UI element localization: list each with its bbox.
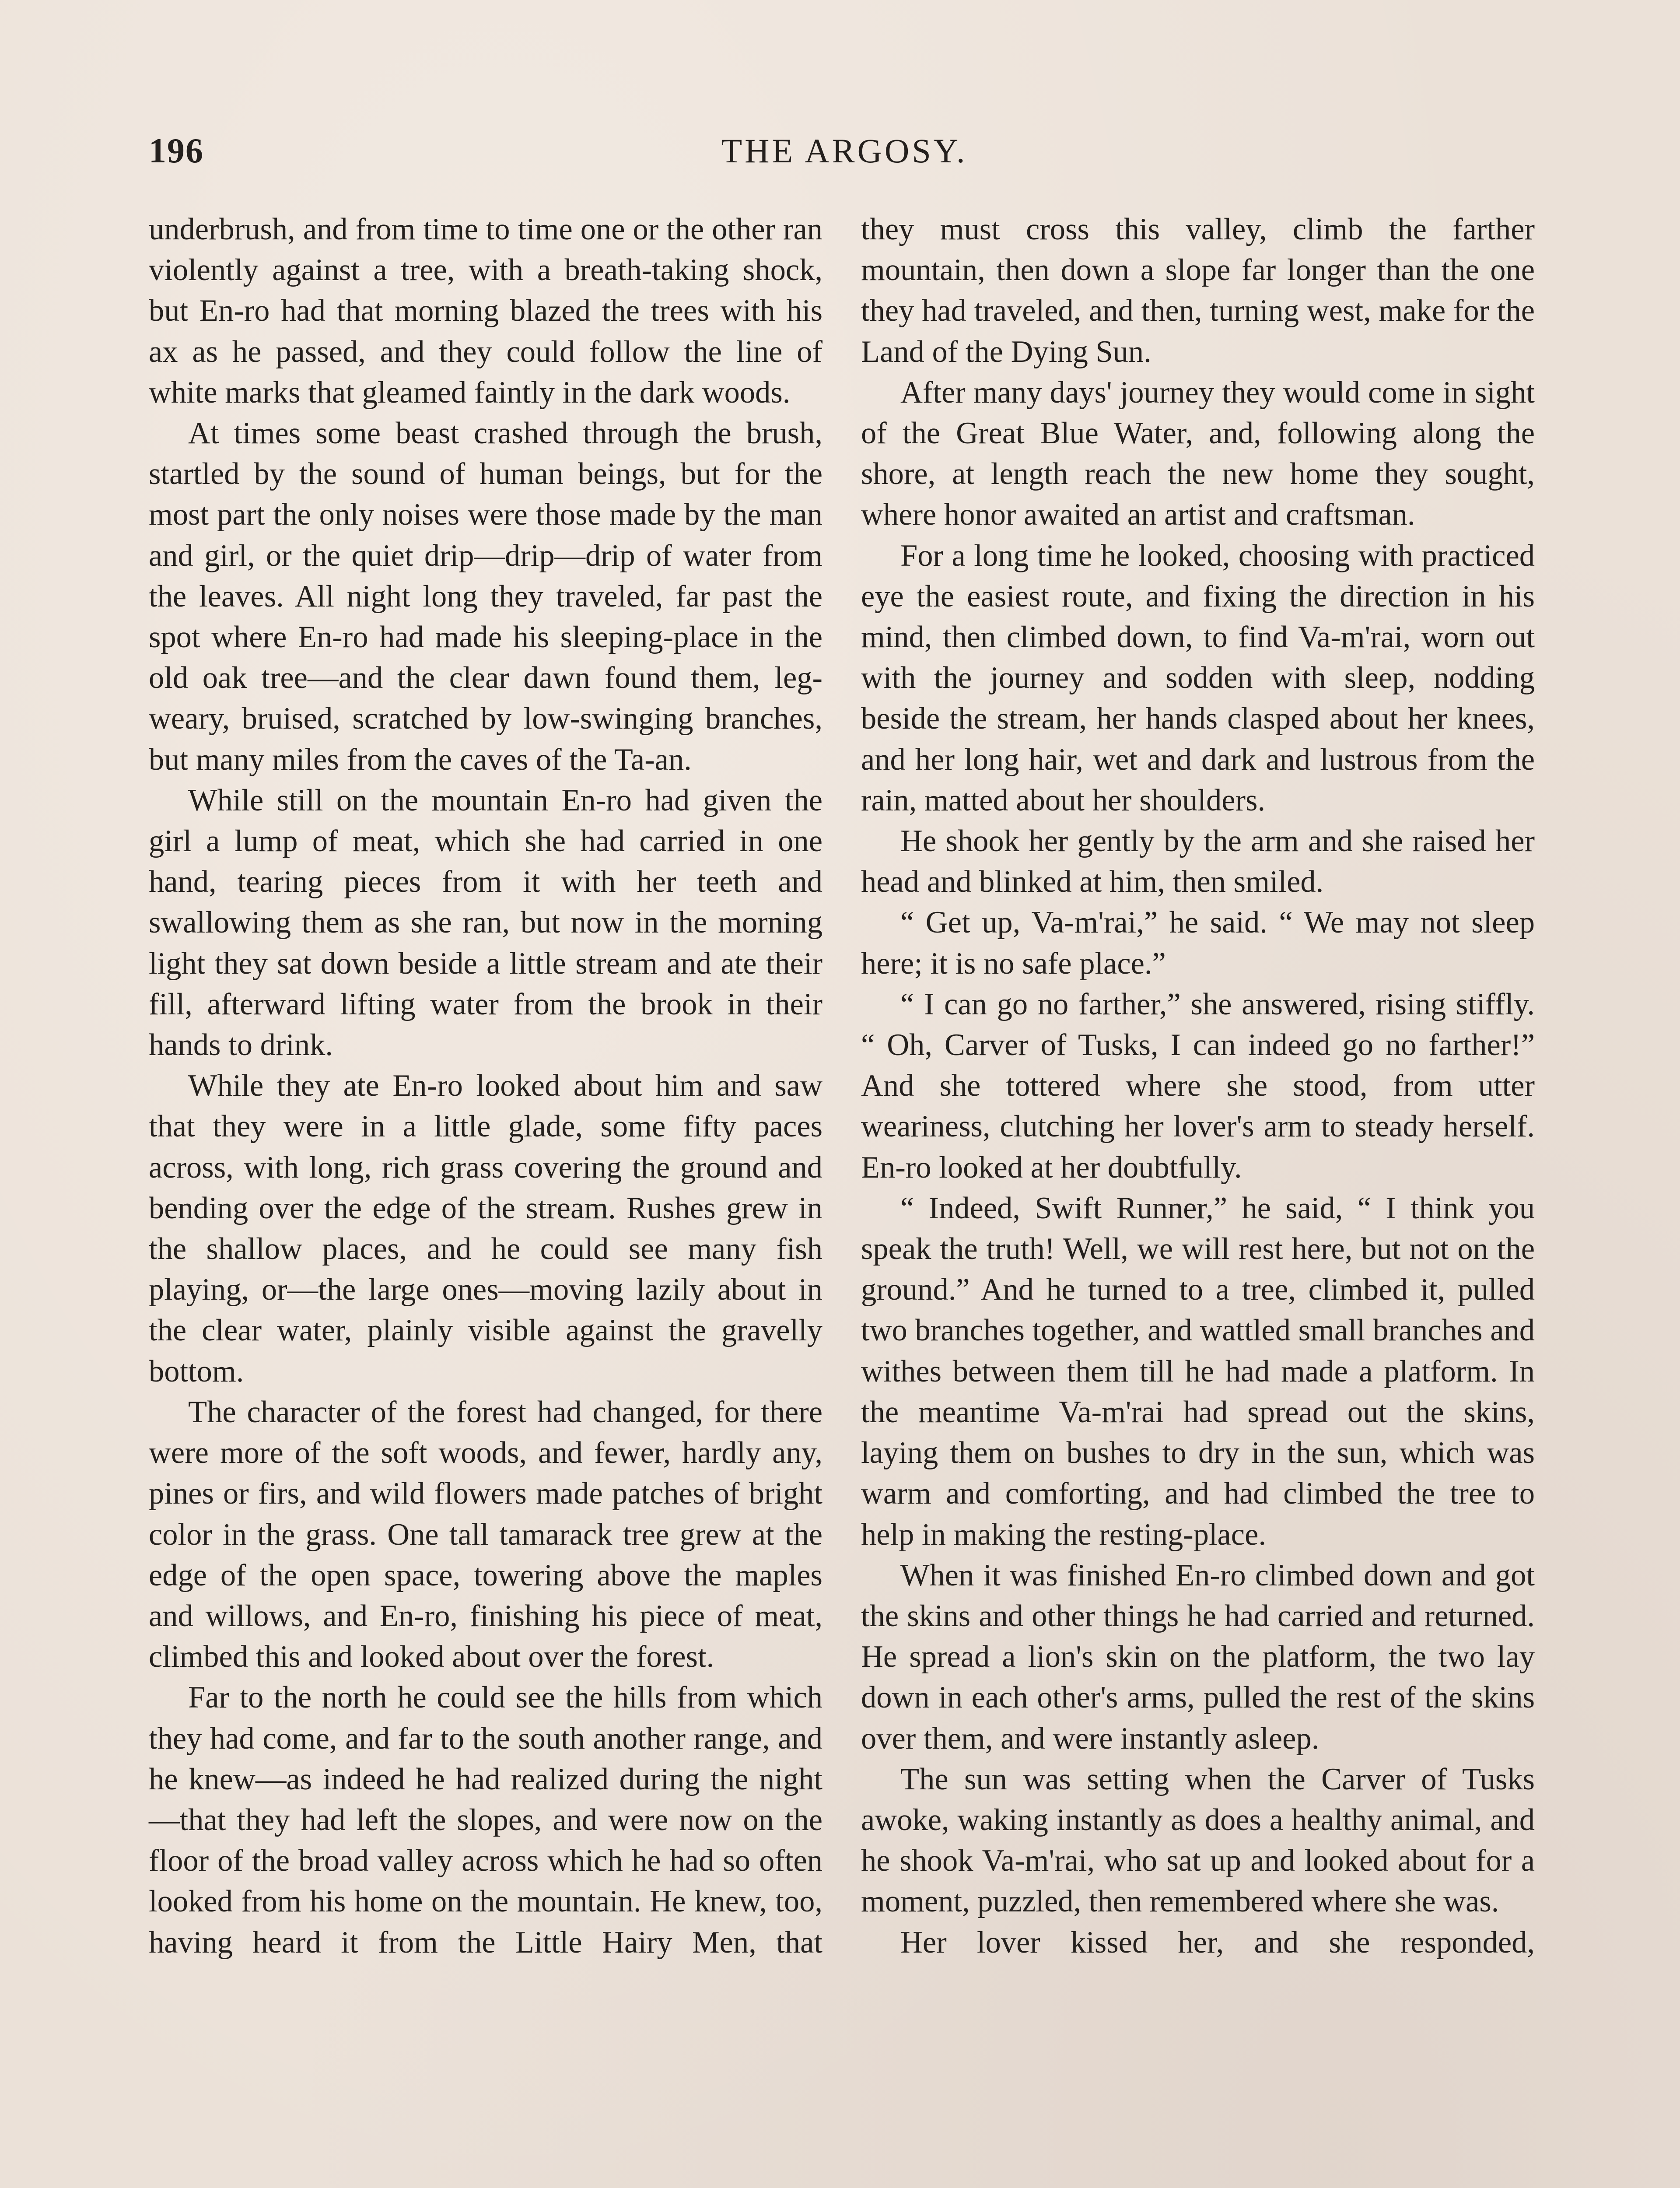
page-header [149, 131, 1540, 179]
page-number: 196 [149, 132, 204, 170]
left-column [149, 209, 822, 1963]
paragraph: “ I can go no farther,” she answered, rising stiffly. “ Oh, Carver of Tusks, I can indeed go no farther!” And she tottered where she stood, from utter weariness, clutching her lover's arm to steady herself. En-ro looked at her doubtfully. [861, 987, 1535, 1185]
paragraph: When it was finished En-ro climbed down and got the skins and other things he had carried and returned. He spread a lion's skin on the platform, the two lay down in each other's arms, pulled the rest of the skins over them, and were instantly asleep. [861, 1558, 1535, 1756]
paragraph: The character of the forest had changed, for there were more of the soft woods, and fewer, hardly any, pines or firs, and wild flowers made patches of bright color in the grass. One tall tamarack tree grew at the edge of the open space, towering above the maples and willows, and En-ro, finishing his piece of meat, climbed this and looked about over the forest. [149, 1395, 822, 1674]
paragraph: underbrush, and from time to time one or the other ran violently against a tree, with a breath-taking shock, but En-ro had that morning blazed the trees with his ax as he passed, and they could follow the line of white marks that gleamed faintly in the dark woods. [149, 212, 822, 410]
paragraph: While they ate En-ro looked about him and saw that they were in a little glade, some fifty paces across, with long, rich grass covering the ground and bending over the edge of the stream. Rushes grew in the shallow places, and he could see many fish playing, or—the large ones—moving lazily about in the clear water, plainly visible against the gravelly bottom. [149, 1069, 822, 1389]
paragraph: At times some beast crashed through the brush, startled by the sound of human beings, but for the most part the only noises were those made by the man and girl, or the quiet drip—drip—drip of water from the leaves. All night long they traveled, far past the spot where En-ro had made his sleeping-place in the old oak tree—and the clear dawn found them, leg-weary, bruised, scratched by low-swinging branches, but many miles from the caves of the Ta-an. [149, 416, 822, 777]
paragraph: He shook her gently by the arm and she raised her head and blinked at him, then smiled. [861, 824, 1535, 899]
paragraph: Far to the north he could see the hills from which they had come, and far to the south another range, and he knew—as indeed he had realized during the night—that they had left the slopes, and were now on the floor of the broad valley across which he had so often looked from his home on the mountain. He knew, too, having heard it from the Little Hairy Men, that [149, 1680, 822, 1960]
paragraph: they must cross this valley, climb the farther mountain, then down a slope far longer than the one they had traveled, and then, turning west, make for the Land of the Dying Sun. [861, 212, 1535, 369]
paragraph: The sun was setting when the Carver of Tusks awoke, waking instantly as does a healthy animal, and he shook Va-m'rai, who sat up and looked about for a moment, puzzled, then remembered where she was. [861, 1762, 1535, 1919]
paragraph: For a long time he looked, choosing with practiced eye the easiest route, and fixing the direction in his mind, then climbed down, to find Va-m'rai, worn out with the journey and sodden with sleep, nodding beside the stream, her hands clasped about her knees, and her long hair, wet and dark and lustrous from the rain, matted about her shoulders. [861, 538, 1535, 817]
paragraph: Her lover kissed her, and she responded, [900, 1925, 1535, 1960]
paragraph: While still on the mountain En-ro had given the girl a lump of meat, which she had carried in one hand, tearing pieces from it with her teeth and swallowing them as she ran, but now in the morning light they sat down beside a little stream and ate their fill, afterward lifting water from the brook in their hands to drink. [149, 783, 822, 1062]
paragraph: After many days' journey they would come in sight of the Great Blue Water, and, following along the shore, at length reach the new home they sought, where honor awaited an artist and craftsman. [861, 375, 1535, 532]
running-head: THE ARGOSY. [721, 132, 968, 170]
paragraph: “ Get up, Va-m'rai,” he said. “ We may not sleep here; it is no safe place.” [861, 905, 1535, 981]
right-column [861, 209, 1535, 1963]
paragraph: “ Indeed, Swift Runner,” he said, “ I think you speak the truth! Well, we will rest here, but not on the ground.” And he turned to a tree, climbed it, pulled two branches together, and wattled small branches and withes between them till he had made a platform. In the meantime Va-m'rai had spread out the skins, laying them on bushes to dry in the sun, which was warm and comforting, and had climbed the tree to help in making the resting-place. [861, 1191, 1535, 1552]
